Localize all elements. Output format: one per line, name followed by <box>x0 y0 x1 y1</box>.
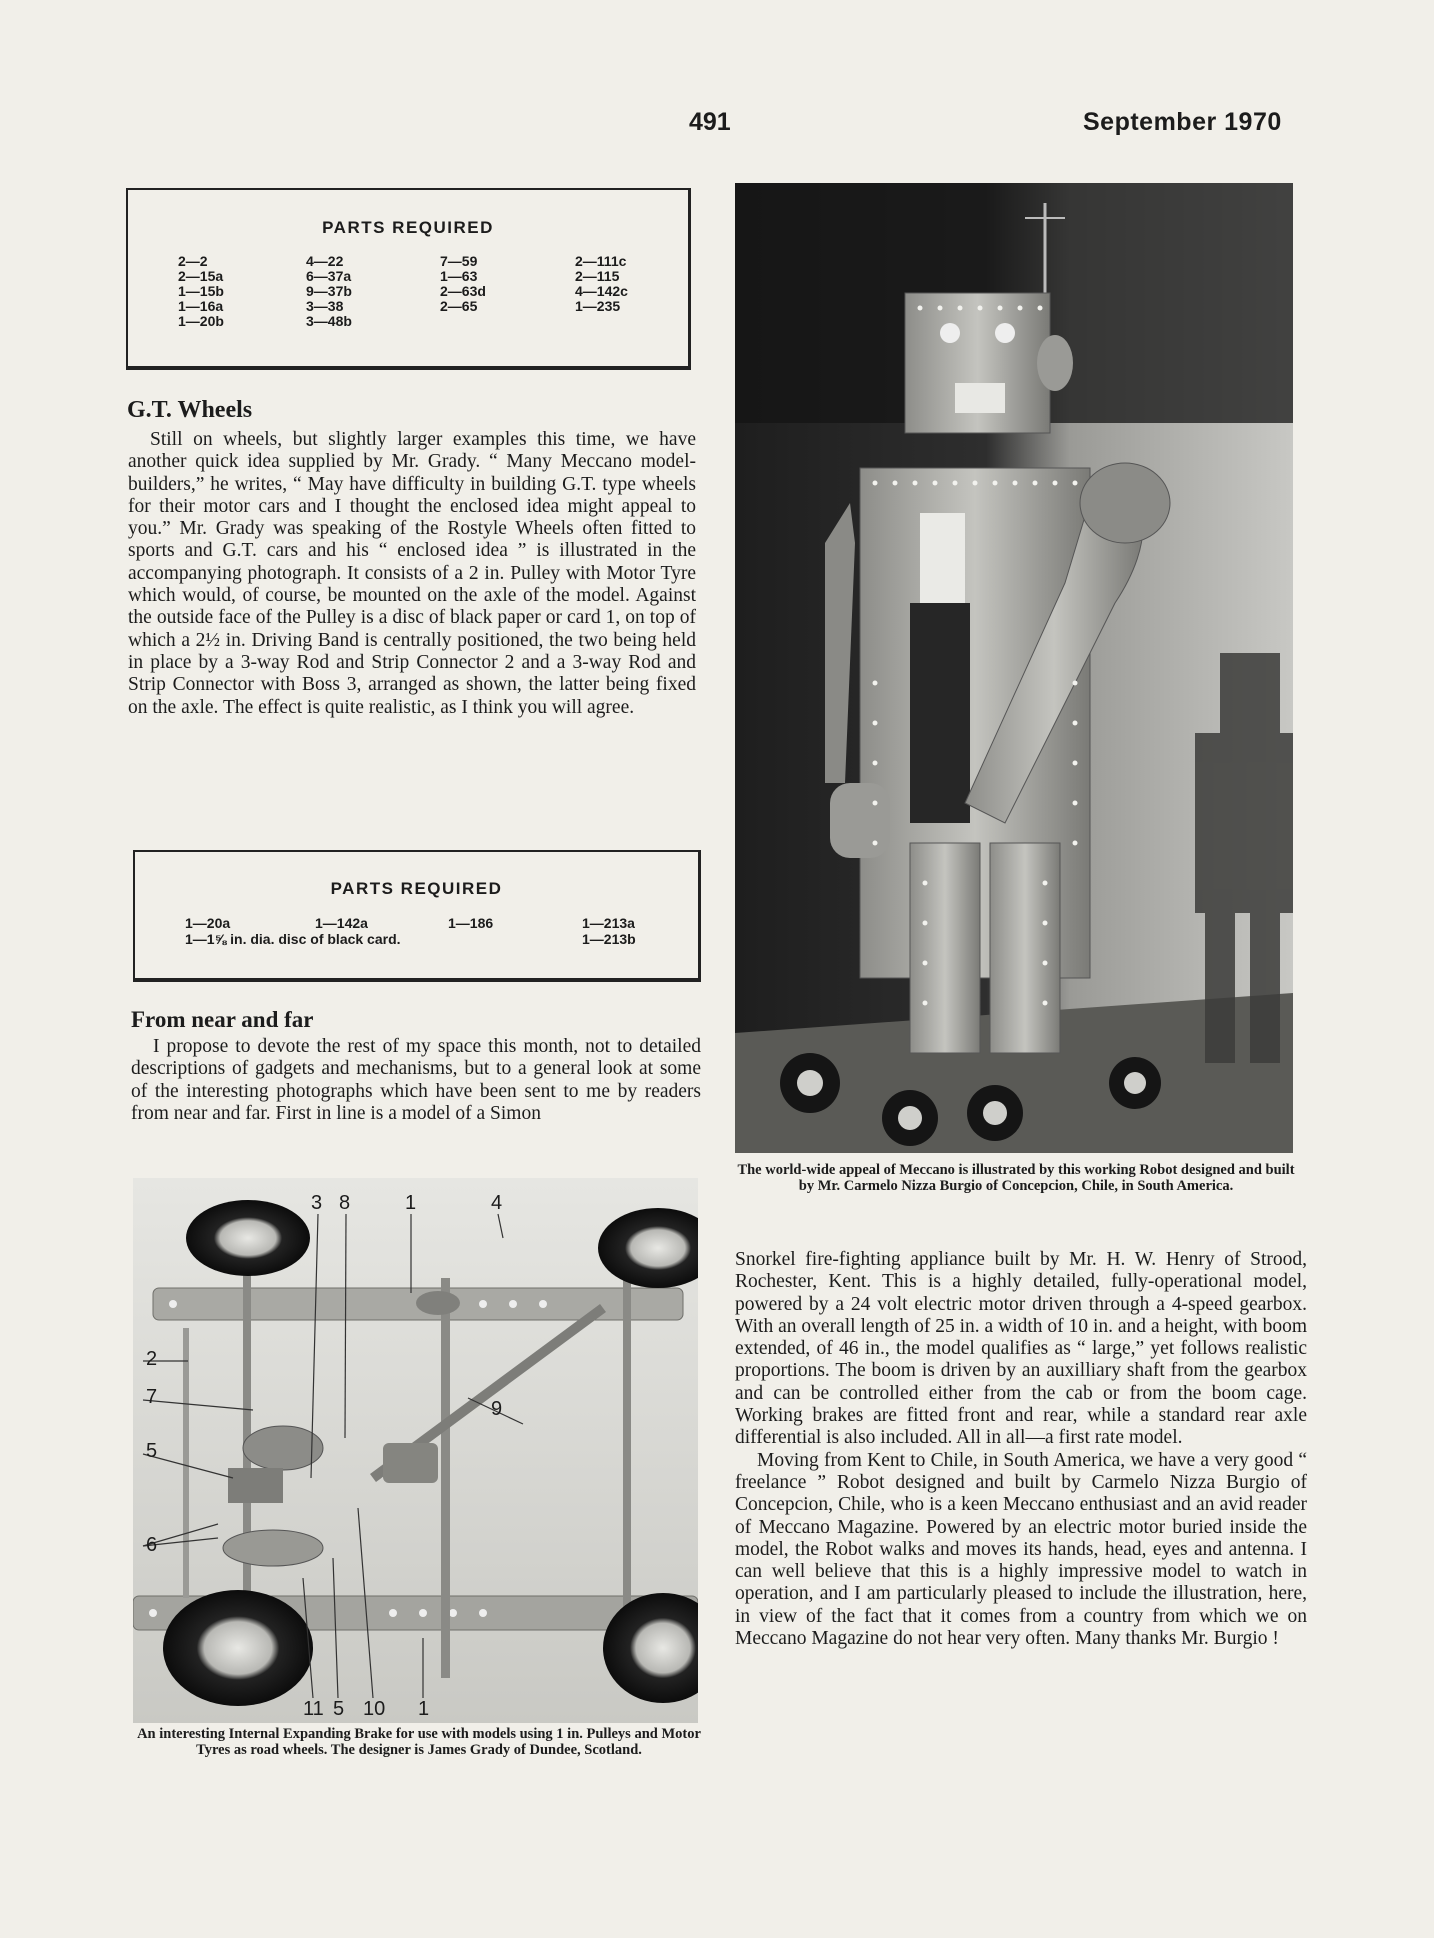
parts-column: 4—22 6—37a 9—37b 3—38 3—48b <box>306 253 352 329</box>
callout-label: 5 <box>333 1698 345 1720</box>
robot-photo-caption: The world-wide appeal of Meccano is illustrated by this working Robot designed and built by Mr. Carmelo Nizza Burgio of Concepcion, Chile, in South America. <box>737 1162 1295 1194</box>
parts-item: 1—213a <box>582 915 635 931</box>
callout-label: 9 <box>491 1398 503 1420</box>
parts-item: 1—1⅝ in. dia. disc of black card. <box>185 931 401 947</box>
section-heading-near-and-far: From near and far <box>131 1007 314 1032</box>
right-column-text <box>735 1249 1307 1650</box>
parts-column: 2—111c 2—115 4—142c 1—235 <box>575 253 628 314</box>
parts-item: 1—186 <box>448 915 494 931</box>
callout-label: 3 <box>311 1192 323 1214</box>
callout-label: 2 <box>146 1348 158 1370</box>
callout-label: 1 <box>418 1698 430 1720</box>
parts-item: 1—142a <box>315 915 368 931</box>
parts-item: 1—213b <box>582 931 636 947</box>
parts-column: 7—59 1—63 2—63d 2—65 <box>440 253 486 314</box>
callout-label: 7 <box>146 1386 158 1408</box>
callout-label: 5 <box>146 1440 158 1462</box>
parts-column: 2—2 2—15a 1—15b 1—16a 1—20b <box>178 253 224 329</box>
parts-item: 1—20a <box>185 915 231 931</box>
callout-label: 1 <box>405 1192 417 1214</box>
callout-label: 6 <box>146 1534 158 1556</box>
brake-photo <box>133 1178 698 1723</box>
parts-box-title: PARTS REQUIRED <box>330 879 503 898</box>
callout-label: 11 <box>303 1698 324 1720</box>
parts-required-box-2 <box>133 850 701 982</box>
page-number: 491 <box>689 108 731 136</box>
parts-box-title: PARTS REQUIRED <box>322 218 494 237</box>
callout-label: 8 <box>339 1192 351 1214</box>
near-and-far-text: I propose to devote the rest of my space this month, not to detailed descriptions of gadgets and mechanisms, but to a general look at some of the interesting photographs which have been sent to me by readers from near and far. First in line is a model of a Simon <box>131 1036 701 1124</box>
gt-wheels-text: Still on wheels, but slightly larger examples this time, we have another quick idea supplied by Mr. Grady. “ Many Meccano model-builders,” he writes, “ May have difficulty in building G.T. type wheels for their motor cars and I thought the enclosed idea might appeal to you.” Mr. Grady was speaking of the Rostyle Wheels often fitted to sports and G.T. cars and his “ enclosed idea ” is illustrated in the accompanying photograph. It consists of a 2 in. Pulley with Motor Tyre which would, of course, be mounted on the axle of the model. Against the outside face of the Pulley is a disc of black paper or card 1, on top of which a 2½ in. Driving Band is centrally positioned, the two being held in place by a 3-way Rod and Strip Connector 2 and a 3-way Rod and Strip Connector with Boss 3, arranged as shown, the latter being fixed on the axle. The effect is quite realistic, as I think you will agree. <box>128 429 696 718</box>
section-heading-gt-wheels: G.T. Wheels <box>127 397 253 423</box>
robot-photo <box>735 183 1293 1153</box>
issue-date: September 1970 <box>1083 108 1282 136</box>
parts-required-box-1 <box>126 188 691 370</box>
right-column-paragraph: Snorkel fire-fighting appliance built by Mr. H. W. Henry of Strood, Rochester, Kent. This is a highly detailed, fully-operational model, powered by a 24 volt electric motor driven through a 4-speed gearbox. With an overall length of 25 in. a width of 10 in. and a height, with boom extended, of 46 in., the model qualifies as “ large,” yet follows realistic proportions. The boom is driven by an auxilliary shaft from the gearbox and can be controlled either from the cab or from the boom cage. Working brakes are fitted front and rear, while a standard rear axle differential is also included. All in all—a first rate model. <box>735 1249 1307 1449</box>
right-column-paragraph: Moving from Kent to Chile, in South America, we have a very good “ freelance ” Robot designed and built by Carmelo Nizza Burgio of Concepcion, Chile, who is a keen Meccano enthusiast and an avid reader of Meccano Magazine. Powered by an electric motor buried inside the model, the Robot walks and moves its hands, head, eyes and antenna. I can well believe that this is a highly impressive model to watch in operation, and I am particularly pleased to include the illustration, here, in view of the fact that it comes from a country from which we on Meccano Magazine do not hear very often. Many thanks Mr. Burgio ! <box>735 1449 1307 1650</box>
brake-photo-caption: An interesting Internal Expanding Brake for use with models using 1 in. Pulleys and Motor Tyres as road wheels. The designer is James Grady of Dundee, Scotland. <box>137 1726 701 1758</box>
callout-label: 10 <box>363 1698 386 1720</box>
callout-label: 4 <box>491 1192 503 1214</box>
